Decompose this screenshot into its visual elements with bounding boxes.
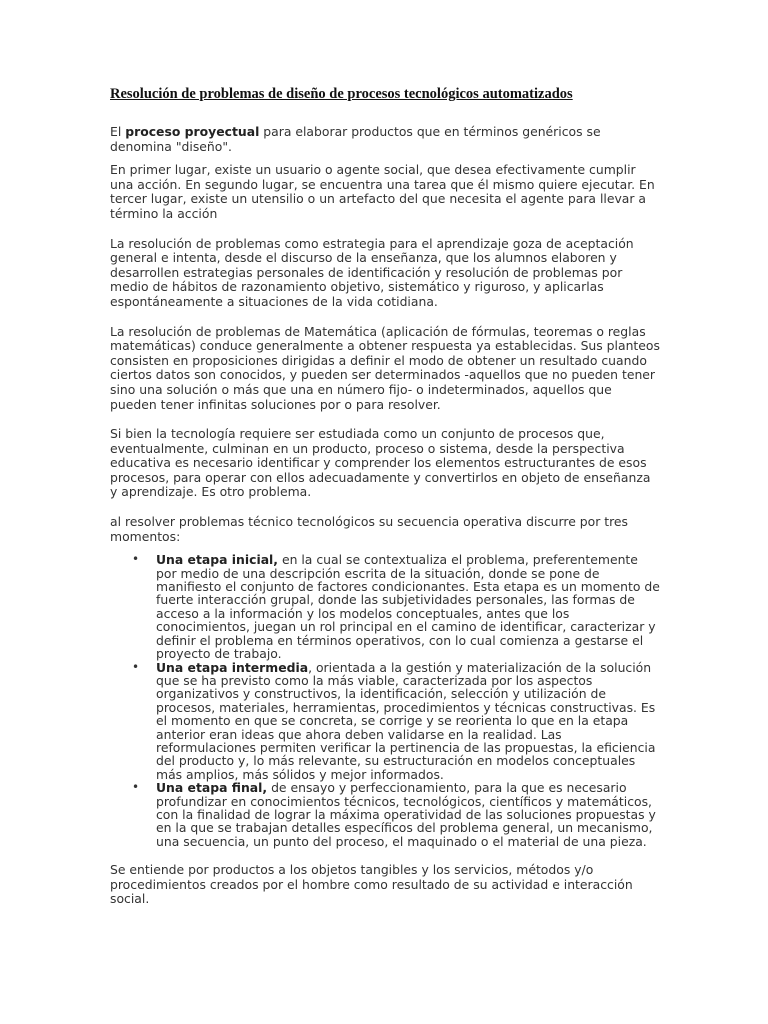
paragraph-math-problems: La resolución de problemas de Matemática (aplicación de fórmulas, teoremas o reglas matemáticas) conduce generalmente a obtener respuesta ya establecidas. Sus planteos consisten en proposiciones dirigidas a definir el modo de obtener un resultado cuando ciertos datos son conocidos, y pueden ser determinados -aquellos que no pueden tener sino una solución o más que una en número fijo- o indeterminados, aquellos que pueden tener infinitas soluciones por o para resolver. [110,323,660,412]
paragraph-closing: Se entiende por productos a los objetos tangibles y los servicios, métodos y/o procedimientos creados por el hombre como resultado de su actividad e interacción social. [110,862,633,907]
paragraph-agents: En primer lugar, existe un usuario o agente social, que desea efectivamente cumplir una acción. En segundo lugar, se encuentra una tarea que él mismo quiere ejecutar. En tercer lugar, existe un utensilio o un artefacto del que necesita el agente para llevar a término la acción [110,162,655,221]
stage-text: en la cual se contextualiza el problema, preferentemente por medio de una descripción escrita de la situación, donde se pone de manifiesto el conjunto de factores condicionantes. Esta etapa es un momento de fuerte interacción grupal, donde las subjetividades personales, las formas de acceso a la información y los modelos conceptuales, antes que los conocimientos, juegan un rol principal en el camino de identificar, caracterizar y definir el problema en términos operativos, con lo cual comienza a gestarse el proyecto de trabajo. [156,552,660,662]
stage-heading: Una etapa final, [156,780,268,796]
intro-bold-term: proceso proyectual [125,124,260,139]
stage-text: , orientada a la gestión y materialización de la solución que se ha previsto como la más viable, caracterizada por los aspectos organizativos y constructivos, la identificación, selección y utilización de procesos, materiales, herramientas, procedimientos y técnicas constructivas. Es el momento en que se concreta, se corrige y se reorienta lo que en la etapa anterior eran ideas que ahora deben validarse en la realidad. Las reformulaciones permiten verificar la pertinencia de las propuestas, la eficiencia del producto y, lo más relevante, su estructuración en modelos conceptuales más amplios, más sólidos y mejor informados. [156,659,656,782]
intro-paragraph [110,125,660,154]
bullet-icon: • [132,780,140,795]
list-item [132,659,660,782]
bullet-icon: • [132,659,140,674]
stage-heading: Una etapa inicial, [156,552,279,568]
paragraph-three-moments: al resolver problemas técnico tecnológicos su secuencia operativa discurre por tres momentos: [110,514,629,544]
list-item [132,780,660,849]
stage-heading: Una etapa intermedia [156,659,309,675]
intro-prefix: El [110,124,126,139]
bullet-icon: • [132,552,140,567]
document-page [110,84,660,922]
stage-text: de ensayo y perfeccionamiento, para la que es necesario profundizar en conocimientos técnicos, tecnológicos, científicos y matemáticos, con la finalidad de lograr la máxima operatividad de las soluciones propuestas y en la que se trabajan detalles específicos del problema general, un mecanismo, una secuencia, un punto del proceso, el maquinado o el material de una pieza. [156,780,656,849]
intro-suffix: para elaborar productos que en términos genéricos se denomina "diseño". [110,124,601,154]
paragraph-technology-processes: Si bien la tecnología requiere ser estudiada como un conjunto de procesos que, eventualmente, culminan en un producto, proceso o sistema, desde la perspectiva educativa es necesario identificar y comprender los elementos estructurantes de esos procesos, para operar con ellos adecuadamente y convertirlos en objeto de enseñanza y aprendizaje. Es otro problema. [110,426,651,500]
list-item [132,552,660,662]
stages-list [110,553,660,848]
document-title: Resolución de problemas de diseño de procesos tecnológicos automatizados [110,86,573,102]
paragraph-learning-strategy: La resolución de problemas como estrategia para el aprendizaje goza de aceptación general e intenta, desde el discurso de la enseñanza, que los alumnos elaboren y desarrollen estrategias personales de identificación y resolución de problemas por medio de hábitos de razonamiento objetivo, sistemático y riguroso, y aplicarlas espontáneamente a situaciones de la vida cotidiana. [110,235,634,309]
